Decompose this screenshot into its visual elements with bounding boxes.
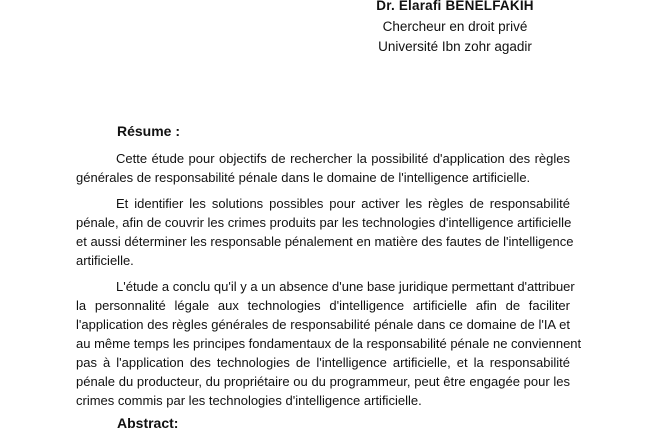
resume-paragraph-3	[76, 277, 582, 410]
resume-heading: Résume :	[117, 123, 181, 139]
author-title: Chercheur en droit privé	[382, 18, 528, 34]
resume-paragraph-2	[76, 194, 574, 270]
paragraph-line: générales de responsabilité pénale dans le domaine de l'intelligence artificielle.	[76, 170, 531, 185]
paragraph-line: au même temps les principes fondamentaux de la responsabilité pénale ne conviennent	[76, 336, 582, 351]
author-name: Dr. Elarafi BENELFAKIH	[376, 0, 534, 13]
author-affiliation: Université Ibn zohr agadir	[378, 39, 532, 54]
paragraph-line: L'étude a conclu qu'il y a un absence d'une base juridique permettant d'attribuer	[116, 279, 575, 294]
paragraph-line: pas à l'application des technologies de l'intelligence artificielle, et la responsabilité	[76, 355, 570, 370]
author-block	[360, 0, 550, 58]
resume-paragraph-1	[76, 149, 570, 187]
paragraph-line: artificielle.	[76, 253, 134, 268]
paragraph-line: pénale du producteur, du propriétaire ou du programmeur, peut être engagée pour les	[76, 374, 570, 389]
paragraph-line: l'application des règles générales de responsabilité pénale dans ce domaine de l'IA et	[76, 317, 570, 332]
paragraph-line: Et identifier les solutions possibles pour activer les règles de responsabilité	[116, 196, 570, 211]
abstract-heading: Abstract:	[117, 415, 179, 431]
paragraph-line: pénale, afin de couvrir les crimes produits par les technologies d'intelligence artificielle	[76, 215, 572, 230]
paragraph-line: Cette étude pour objectifs de rechercher la possibilité d'application des règles	[116, 151, 570, 166]
paragraph-line: la personnalité légale aux technologies d'intelligence artificielle afin de faciliter	[76, 298, 570, 313]
paragraph-line: crimes commis par les technologies d'intelligence artificielle.	[76, 393, 422, 408]
paragraph-line: et aussi déterminer les responsable pénalement en matière des fautes de l'intelligence	[76, 234, 574, 249]
